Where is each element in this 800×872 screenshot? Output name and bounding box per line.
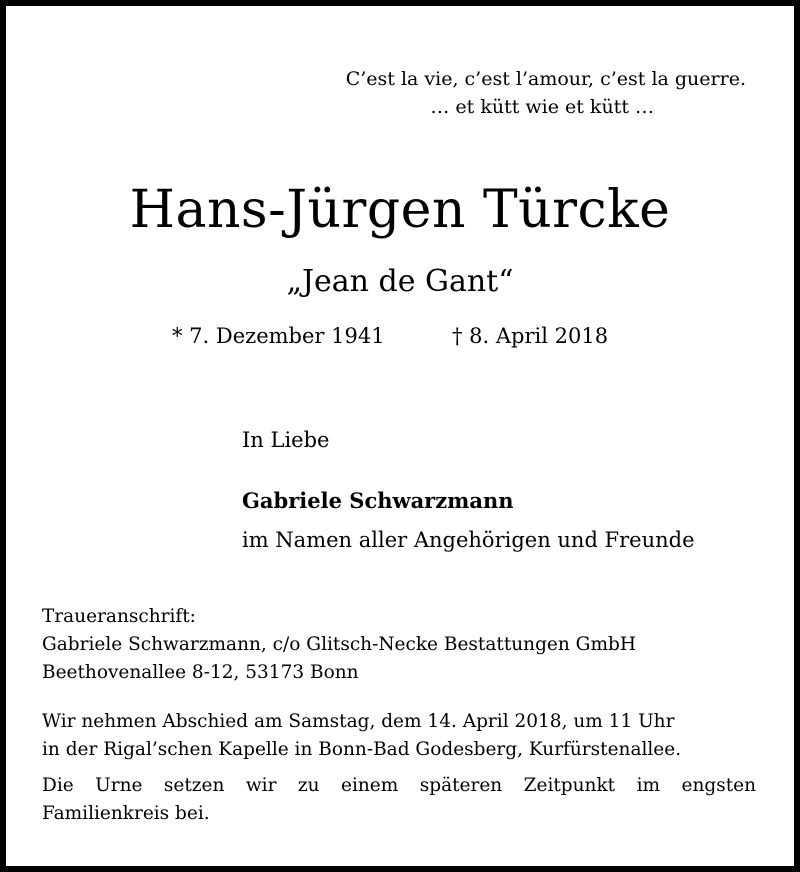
urn-paragraph [42, 772, 756, 828]
address-line-2: Beethovenallee 8-12, 53173 Bonn [42, 662, 359, 683]
in-love-text: In Liebe [242, 428, 330, 452]
farewell-paragraph [42, 708, 756, 764]
birth-date: * 7. Dezember 1941 [172, 324, 385, 348]
urn-line-2: Familienkreis bei. [42, 803, 210, 824]
motto-line-2: … et kütt wie et kütt … [430, 96, 654, 118]
farewell-line-2: in der Rigal’schen Kapelle in Bonn-Bad Godesberg, Kurfürstenallee. [42, 739, 682, 760]
death-date: † 8. April 2018 [452, 324, 609, 348]
address-line-1: Gabriele Schwarzmann, c/o Glitsch-Necke Bestattungen GmbH [42, 634, 636, 655]
on-behalf-text: im Namen aller Angehörigen und Freunde [242, 528, 695, 552]
deceased-nickname: „Jean de Gant“ [286, 264, 514, 299]
urn-line-1: Die Urne setzen wir zu einem späteren Zeitpunkt im engsten [42, 775, 756, 796]
farewell-line-1: Wir nehmen Abschied am Samstag, dem 14. April 2018, um 11 Uhr [42, 711, 675, 732]
signer-name: Gabriele Schwarzmann [242, 488, 514, 513]
address-label: Traueranschrift: [42, 606, 196, 627]
deceased-name: Hans-Jürgen Türcke [129, 180, 671, 240]
motto-line-1: C’est la vie, c’est l’amour, c’est la guerre. [345, 68, 746, 90]
